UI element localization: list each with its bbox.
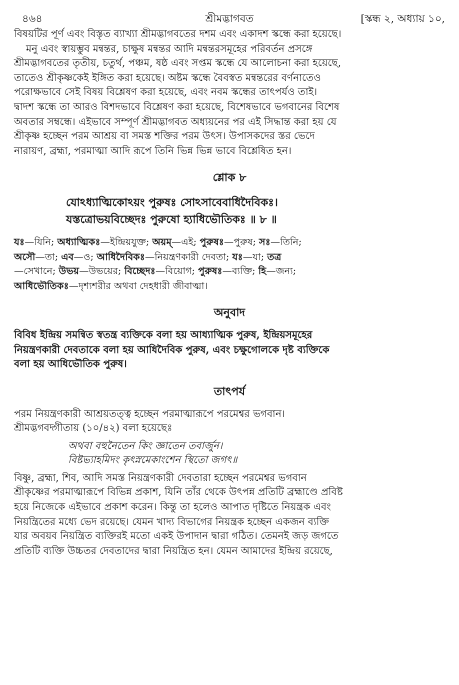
intro-paragraph xyxy=(14,28,445,159)
translation-line: বলা হয় আধিভৌতিক পুরুষ। xyxy=(14,359,127,371)
text-line: শ্রীকৃষ্ণের পরমাত্মারূপে বিভিন্ন প্রকাশ, যিনি তাঁর থেকে উৎপন্ন প্রতিটি ব্রহ্মাণ্ডে প্রবিষ্ট xyxy=(14,487,343,499)
book-page xyxy=(14,10,445,678)
gloss-line: যঃ—যিনি; অধ্যাত্মিকঃ—ইন্দ্রিয়যুক্ত; অয়ম্—এই; পুরুষঃ—পুরুষ; সঃ—তিনি; xyxy=(14,237,302,249)
verse-line: যোঽধ্যাত্মিকোঽয়ং পুরুষঃ সোঽসাবেবাধিদৈবিকঃ। xyxy=(66,196,278,210)
translation-heading: অনুবাদ xyxy=(213,305,246,319)
quote-line: অথবা বহুনৈতেন কিং জ্ঞাতেন তবার্জুন। xyxy=(68,440,223,452)
translation-line: নিয়ন্ত্রণকারী দেবতাকে বলা হয় আধিদৈবিক পুরুষ, এবং চক্ষুগোলকে দৃষ্ট ব্যক্তিকে xyxy=(14,344,330,356)
verse-line: যস্তত্রোভয়বিচ্ছেদঃ পুরুষো হ্যাধিভৌতিকঃ ॥ ৮ ॥ xyxy=(66,213,277,227)
purport-heading: তাৎপর্য xyxy=(213,384,246,398)
chapter-reference: [স্কন্ধ ২, অধ্যায় ১০, xyxy=(360,13,445,25)
text-line: শ্রীমদ্ভগবদ্গীতায় (১০/৪২) বলা হয়েছেঃ xyxy=(14,423,173,435)
text-line: অবতার সম্বন্ধে। এইভাবে সম্পূর্ণ শ্রীমদ্ভাগবত অধ্যয়নের পর এই সিদ্ধান্ত করা হয় যে xyxy=(14,116,337,128)
translation-text xyxy=(14,329,445,373)
gloss-line: অসৌ—তা; এব—ও; আধিদৈবিকঃ—নিয়ন্ত্রণকারী দেবতা; যঃ—যা; তত্র xyxy=(14,251,282,263)
text-line: হয়ে নিজেকে এইভাবে প্রকাশ করেন। কিন্তু তা হলেও আপাত দৃষ্টিতে নিয়ন্ত্রক এবং xyxy=(14,501,331,513)
gloss-line: আধিভৌতিকঃ—দৃশ্যশরীর অথবা দেহধারী জীবাত্মা। xyxy=(14,280,208,292)
purport-paragraph xyxy=(14,472,445,560)
text-line: দ্বাদশ স্কন্ধে তা আরও বিশদভাবে বিশ্লেষণ করা হয়েছে, বিশেষভাবে ভগবানের বিশেষ xyxy=(14,101,340,113)
verse-text xyxy=(14,194,445,228)
quote-line: বিষ্টভ্যাহমিদং কৃৎস্নমেকাংশেন স্থিতো জগৎ॥ xyxy=(68,455,238,467)
text-line: প্রতিটি ব্যক্তি উচ্চতর দেবতাদের দ্বারা নিয়ন্ত্রিত হন। যেমন আমাদের ইন্দ্রিয় রয়েছে, xyxy=(14,545,333,557)
text-line: বিষ্ণু, ব্রহ্মা, শিব, আদি সমস্ত নিয়ন্ত্রণকারী দেবতারা হচ্ছেন পরমেশ্বর ভগবান xyxy=(14,472,307,484)
book-title: শ্রীমদ্ভাগবত xyxy=(205,13,254,25)
text-line: শ্রীকৃষ্ণ হচ্ছেন পরম আশ্রয় বা সমস্ত শক্তির পরম উৎস। উপাসকদের স্তর ভেদে xyxy=(14,131,315,143)
purport-intro xyxy=(14,408,445,437)
text-line: যার অবয়ব নিয়ন্ত্রিত ব্যক্তিরই মতো একই উপাদান দ্বারা গঠিত। তেমনই জড় জগতে xyxy=(14,531,339,543)
word-gloss xyxy=(14,236,445,294)
text-line: পরম নিয়ন্ত্রণকারী আশ্রয়তত্ত্ব হচ্ছেন পরমাত্মারূপে পরমেশ্বর ভগবান। xyxy=(14,408,285,420)
text-line: মনু এবং স্বায়ম্ভুব মন্বন্তর, চাক্ষুষ মন্বন্তর আদি মন্বন্তরসমূহের পরিবর্তন প্রসঙ্গে xyxy=(26,43,313,55)
page-number: ৪৬৪ xyxy=(22,13,43,25)
text-line: শ্রীমদ্ভাগবতের তৃতীয়, চতুর্থ, পঞ্চম, ষষ্ঠ এবং সপ্তম স্কন্ধে যে আলোচনা করা হয়েছে, xyxy=(14,58,342,70)
gloss-line: —সেখানে; উভয়—উভয়ের; বিচ্ছেদঃ—বিয়োগ; পুরুষঃ—ব্যক্তি; হি—জন্য; xyxy=(14,266,297,278)
translation-line: বিবিধ ইন্দ্রিয় সমন্বিত স্বতন্ত্র ব্যক্তিকে বলা হয় আধ্যাত্মিক পুরুষ, ইন্দ্রিয়সমূহের xyxy=(14,329,313,341)
gita-quote xyxy=(14,440,445,469)
text-line: বিষয়টির পূর্ণ এবং বিস্তৃত ব্যাখ্যা শ্রীমদ্ভাগবতের দশম এবং একাদশ স্কন্ধে করা হয়েছে। xyxy=(14,29,342,40)
text-line: পরোক্ষভাবে সেই বিষয় বিশ্লেষণ করা হয়েছে, এবং নবম স্কন্ধের তাৎপর্যও তাই। xyxy=(14,87,318,99)
running-header xyxy=(14,10,445,28)
text-line: নিয়ন্ত্রিতের মধ্যে ভেদ রয়েছে। যেমন খাদ্য বিভাগের নিয়ন্ত্রক হচ্ছেন একজন ব্যক্তি xyxy=(14,516,329,528)
verse-heading: শ্লোক ৮ xyxy=(212,171,247,185)
text-line: নারায়ণ, ব্রহ্মা, পরমাত্মা আদি রূপে তিনি ভিন্ন ভিন্ন ভাবে বিশ্লেষিত হন। xyxy=(14,145,292,157)
text-line: তাতেও শ্রীকৃষ্ণকেই ইঙ্গিত করা হয়েছে। অষ্টম স্কন্ধে বৈবস্বত মন্বন্তরের বর্ণনাতেও xyxy=(14,72,321,84)
